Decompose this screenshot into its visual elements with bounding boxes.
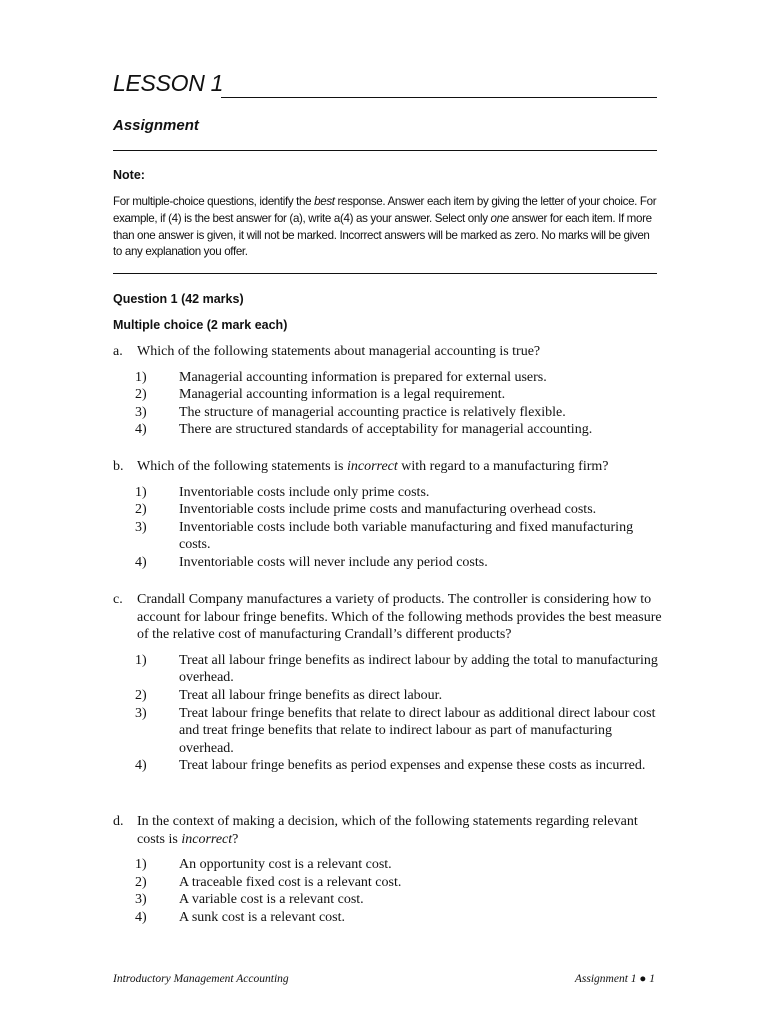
stem-text	[137, 458, 663, 476]
option-number: 4)	[135, 909, 147, 925]
option-text: Inventoriable costs include both variable manufacturing and fixed manufacturing costs.	[179, 519, 634, 553]
option-text: The structure of managerial accounting practice is relatively flexible.	[179, 404, 566, 420]
stem-text-part: with regard to a manufacturing firm?	[397, 459, 609, 474]
option-list	[113, 652, 663, 775]
note-label: Note:	[113, 168, 145, 182]
option-text: Managerial accounting information is prepared for external users.	[179, 369, 547, 385]
stem-text: Which of the following statements about managerial accounting is true?	[137, 344, 541, 359]
section-title: Assignment	[113, 117, 199, 134]
option-text: There are structured standards of acceptability for managerial accounting.	[179, 422, 593, 438]
note-text	[113, 194, 661, 261]
question-stem	[113, 591, 663, 644]
question-item-d	[113, 813, 663, 927]
option-text: A sunk cost is a relevant cost.	[179, 909, 346, 925]
option-text: Inventoriable costs will never include any period costs.	[179, 554, 488, 570]
stem-text-emphasis: incorrect	[346, 459, 398, 474]
question-item-a	[113, 343, 663, 439]
option-number: 4)	[135, 554, 147, 570]
item-letter: a.	[113, 344, 123, 359]
option-item	[113, 687, 663, 705]
option-item	[113, 501, 663, 519]
stem-text	[137, 813, 663, 848]
lesson-title: LESSON 1	[113, 70, 224, 96]
option-number: 3)	[135, 519, 147, 535]
option-number: 2)	[135, 387, 147, 403]
option-item	[113, 404, 663, 422]
stem-text-emphasis: incorrect	[181, 831, 233, 847]
item-letter: c.	[113, 592, 123, 607]
option-number: 4)	[135, 422, 147, 438]
question-item-c	[113, 591, 663, 775]
option-number: 2)	[135, 874, 147, 890]
option-number: 2)	[135, 502, 147, 518]
option-number: 1)	[135, 369, 147, 385]
stem-text-part: ?	[232, 831, 239, 847]
option-text: Treat all labour fringe benefits as indirect labour by adding the total to manufacturing overhead.	[179, 652, 658, 686]
option-item	[113, 757, 663, 775]
stem-text: Crandall Company manufactures a variety of products. The controller is considering how to account for labour fringe benefits. Which of the following methods provides the best measure of the relative cost of manufacturing Crandall’s different products?	[137, 592, 662, 643]
note-text-emphasis: one	[490, 211, 509, 225]
option-number: 3)	[135, 892, 147, 908]
question-stem	[113, 458, 663, 476]
option-number: 1)	[135, 652, 147, 668]
question-stem	[113, 813, 663, 848]
option-text: Managerial accounting information is a legal requirement.	[179, 387, 506, 403]
option-number: 3)	[135, 404, 147, 420]
option-number: 2)	[135, 687, 147, 703]
option-text: An opportunity cost is a relevant cost.	[179, 857, 392, 873]
option-number: 4)	[135, 758, 147, 774]
divider-top	[113, 150, 657, 151]
note-text-part: answer for each item. If more than one answer is given, it will not be marked. Incorrect answers will be marked as zero. No marks will be given to any explanation you offer.	[113, 211, 652, 259]
option-text: A traceable fixed cost is a relevant cost.	[179, 874, 402, 890]
option-item	[113, 909, 663, 927]
option-number: 3)	[135, 705, 147, 721]
option-item	[113, 421, 663, 439]
question-subheading: Multiple choice (2 mark each)	[113, 318, 288, 332]
stem-text-part: Which of the following statements is	[137, 459, 347, 474]
lesson-title-underline	[221, 97, 657, 98]
note-text-part: For multiple-choice questions, identify the	[113, 195, 315, 208]
option-number: 1)	[135, 484, 147, 500]
footer-course-title: Introductory Management Accounting	[113, 973, 289, 985]
question-stem	[113, 343, 663, 361]
divider-bottom	[113, 273, 657, 274]
option-text: Treat labour fringe benefits that relate to direct labour as additional direct labour cost and treat fringe benefits that relate to indirect labour as part of manufacturing overhead.	[179, 705, 656, 756]
option-number: 1)	[135, 857, 147, 873]
question-heading: Question 1 (42 marks)	[113, 292, 244, 306]
option-list	[113, 369, 663, 439]
option-item	[113, 856, 663, 874]
stem-text-part: In the context of making a decision, which of the following statements regarding relevant costs is	[137, 814, 638, 847]
note-text-part: response. Answer each item by giving the letter of your choice. For example, if (4) is the best answer for (a), write a(4) as your answer. Select only	[113, 195, 657, 225]
option-item	[113, 554, 663, 572]
option-item	[113, 484, 663, 502]
note-text-emphasis: best	[314, 195, 335, 208]
option-item	[113, 519, 663, 554]
option-text: Inventoriable costs include prime costs and manufacturing overhead costs.	[179, 502, 597, 518]
option-item	[113, 874, 663, 892]
item-letter: b.	[113, 459, 124, 474]
option-list	[113, 484, 663, 572]
lesson-header	[113, 70, 657, 100]
option-item	[113, 891, 663, 909]
footer-page-label: Assignment 1 ● 1	[574, 973, 655, 985]
option-item	[113, 705, 663, 758]
option-text: Treat all labour fringe benefits as direct labour.	[179, 687, 443, 703]
option-item	[113, 386, 663, 404]
option-text: Inventoriable costs include only prime costs.	[179, 484, 430, 500]
option-text: Treat labour fringe benefits as period expenses and expense these costs as incurred.	[179, 758, 646, 774]
option-item	[113, 652, 663, 687]
option-list	[113, 856, 663, 926]
option-text: A variable cost is a relevant cost.	[179, 892, 364, 908]
option-item	[113, 369, 663, 387]
item-letter: d.	[113, 814, 124, 829]
question-item-b	[113, 458, 663, 572]
